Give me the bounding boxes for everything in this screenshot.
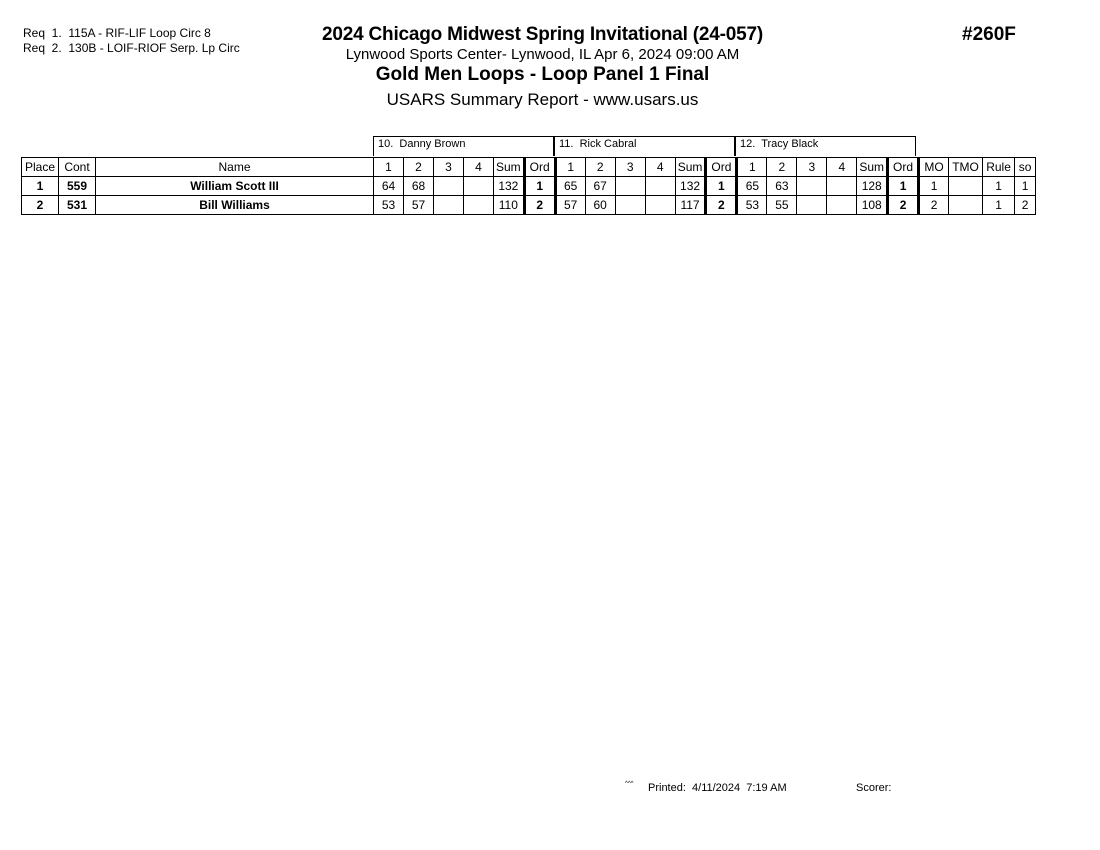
col-tmo: TMO [949, 158, 983, 177]
judge-header-2: 11. Rick Cabral [554, 136, 735, 156]
sum-cell: 132 [494, 177, 525, 196]
printed-timestamp: Printed: 4/11/2024 7:19 AM [648, 782, 787, 794]
mo-cell: 2 [919, 196, 949, 215]
score-cell [797, 177, 827, 196]
col-j1-score-2: 2 [404, 158, 434, 177]
ordinal-cell: 1 [706, 177, 737, 196]
score-cell [615, 177, 645, 196]
event-code: #260F [962, 24, 1016, 45]
col-j3-score-3: 3 [797, 158, 827, 177]
score-cell: 57 [404, 196, 434, 215]
skater-name: William Scott III [96, 177, 374, 196]
rule-cell: 1 [983, 196, 1015, 215]
so-cell: 1 [1015, 177, 1036, 196]
ordinal-cell: 1 [888, 177, 919, 196]
event-title: Gold Men Loops - Loop Panel 1 Final [375, 64, 710, 85]
col-j1-score-4: 4 [464, 158, 494, 177]
results-table [21, 157, 1036, 215]
sum-cell: 117 [675, 196, 706, 215]
rule-cell: 1 [983, 177, 1015, 196]
score-cell [645, 177, 675, 196]
score-cell [434, 196, 464, 215]
score-cell: 53 [737, 196, 767, 215]
score-cell [827, 196, 857, 215]
cont-cell: 559 [59, 177, 96, 196]
score-cell: 65 [555, 177, 585, 196]
judge-header-3: 12. Tracy Black [735, 136, 916, 156]
score-cell: 63 [767, 177, 797, 196]
judge-header-1: 10. Danny Brown [373, 136, 554, 156]
scorer-label: Scorer: [856, 782, 892, 794]
col-j3-score-1: 1 [737, 158, 767, 177]
col-j1-ord: Ord [524, 158, 555, 177]
so-cell: 2 [1015, 196, 1036, 215]
col-place: Place [22, 158, 59, 177]
tmo-cell [949, 177, 983, 196]
requirement-2: Req 2. 130B - LOIF-RIOF Serp. Lp Circ [23, 41, 240, 55]
table-row [22, 177, 1036, 196]
score-cell [797, 196, 827, 215]
col-j3-ord: Ord [888, 158, 919, 177]
tmo-cell [949, 196, 983, 215]
col-name: Name [96, 158, 374, 177]
col-j2-ord: Ord [706, 158, 737, 177]
score-cell: 53 [374, 196, 404, 215]
score-cell: 68 [404, 177, 434, 196]
footer-mark: ^^^ [625, 781, 634, 787]
score-cell: 65 [737, 177, 767, 196]
score-cell: 67 [585, 177, 615, 196]
ordinal-cell: 1 [524, 177, 555, 196]
column-header-row [22, 158, 1036, 177]
score-cell [615, 196, 645, 215]
sum-cell: 110 [494, 196, 525, 215]
requirement-1: Req 1. 115A - RIF-LIF Loop Circ 8 [23, 26, 211, 40]
score-cell: 55 [767, 196, 797, 215]
ordinal-cell: 2 [888, 196, 919, 215]
ordinal-cell: 2 [706, 196, 737, 215]
col-rule: Rule [983, 158, 1015, 177]
competition-title: 2024 Chicago Midwest Spring Invitational (24-057) [321, 24, 764, 45]
place-cell: 2 [22, 196, 59, 215]
score-cell [464, 196, 494, 215]
mo-cell: 1 [919, 177, 949, 196]
col-j2-score-4: 4 [645, 158, 675, 177]
col-j3-sum: Sum [857, 158, 888, 177]
ordinal-cell: 2 [524, 196, 555, 215]
col-cont: Cont [59, 158, 96, 177]
score-cell: 64 [374, 177, 404, 196]
col-j2-score-3: 3 [615, 158, 645, 177]
col-j2-sum: Sum [675, 158, 706, 177]
score-cell [464, 177, 494, 196]
col-j1-sum: Sum [494, 158, 525, 177]
table-row [22, 196, 1036, 215]
skater-name: Bill Williams [96, 196, 374, 215]
score-cell [434, 177, 464, 196]
venue-date: Lynwood Sports Center- Lynwood, IL Apr 6, 2024 09:00 AM [345, 46, 740, 63]
place-cell: 1 [22, 177, 59, 196]
sum-cell: 128 [857, 177, 888, 196]
score-cell [827, 177, 857, 196]
score-cell: 60 [585, 196, 615, 215]
col-j3-score-2: 2 [767, 158, 797, 177]
col-so: so [1015, 158, 1036, 177]
report-title: USARS Summary Report - www.usars.us [386, 90, 699, 109]
cont-cell: 531 [59, 196, 96, 215]
col-j3-score-4: 4 [827, 158, 857, 177]
col-j1-score-1: 1 [374, 158, 404, 177]
col-j2-score-1: 1 [555, 158, 585, 177]
col-mo: MO [919, 158, 949, 177]
col-j1-score-3: 3 [434, 158, 464, 177]
sum-cell: 108 [857, 196, 888, 215]
sum-cell: 132 [675, 177, 706, 196]
score-cell [645, 196, 675, 215]
col-j2-score-2: 2 [585, 158, 615, 177]
score-cell: 57 [555, 196, 585, 215]
